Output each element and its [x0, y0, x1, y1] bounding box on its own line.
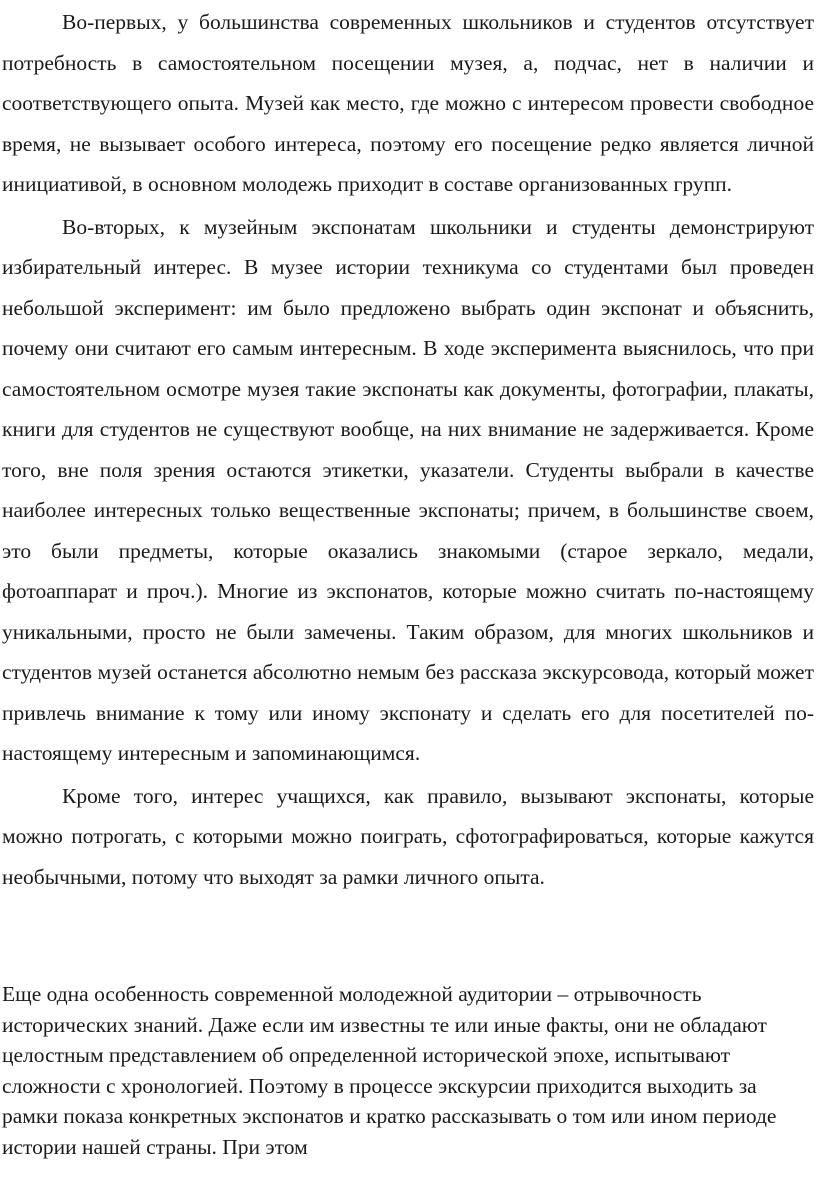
single-spaced-text-block: [2, 979, 814, 1163]
paragraph-third: Кроме того, интерес учащихся, как правило, вызывают экспонаты, которые можно потрогать, с которыми можно поиграть, сфотографироваться, которые кажутся необычными, потому что выходят за рамки личного опыта.: [2, 783, 814, 889]
paragraph-second: Во-вторых, к музейным экспонатам школьники и студенты демонстрируют избирательный интерес. В музее истории техникума со студентами был проведен небольшой эксперимент: им было предложено выбрать один экспонат и объяснить, почему они считают его самым интересным. В ходе эксперимента выяснилось, что при самостоятельном осмотре музея такие экспонаты как документы, фотографии, плакаты, книги для студентов не существуют вообще, на них внимание не задерживается. Кроме того, вне поля зрения остаются этикетки, указатели. Студенты выбрали в качестве наиболее интересных только вещественные экспонаты; причем, в большинстве своем, это были предметы, которые оказались знакомыми (старое зеркало, медали, фотоаппарат и проч.). Многие из экспонатов, которые можно считать по-настоящему уникальными, просто не были замечены. Таким образом, для многих школьников и студентов музей останется абсолютно немым без рассказа экскурсовода, который может привлечь внимание к тому или иному экспонату и сделать его для посетителей по-настоящему интересным и запоминающимся.: [2, 214, 814, 765]
paragraph-fourth: Еще одна особенность современной молодежной аудитории – отрывочность исторических знаний. Даже если им известны те или иные факты, они не обладают целостным представлением об определенной исторической эпохе, испытывают сложности с хронологией. Поэтому в процессе экскурсии приходится выходить за рамки показа конкретных экспонатов и кратко рассказывать о том или ином периоде истории нашей страны. При этом: [2, 982, 777, 1159]
paragraph-first: Во-первых, у большинства современных школьников и студентов отсутствует потребность в самостоятельном посещении музея, а, подчас, нет в наличии и соответствующего опыта. Музей как место, где можно с интересом провести свободное время, не вызывает особого интереса, поэтому его посещение редко является личной инициативой, в основном молодежь приходит в составе организованных групп.: [2, 10, 814, 196]
double-spaced-text-block: [2, 2, 814, 899]
